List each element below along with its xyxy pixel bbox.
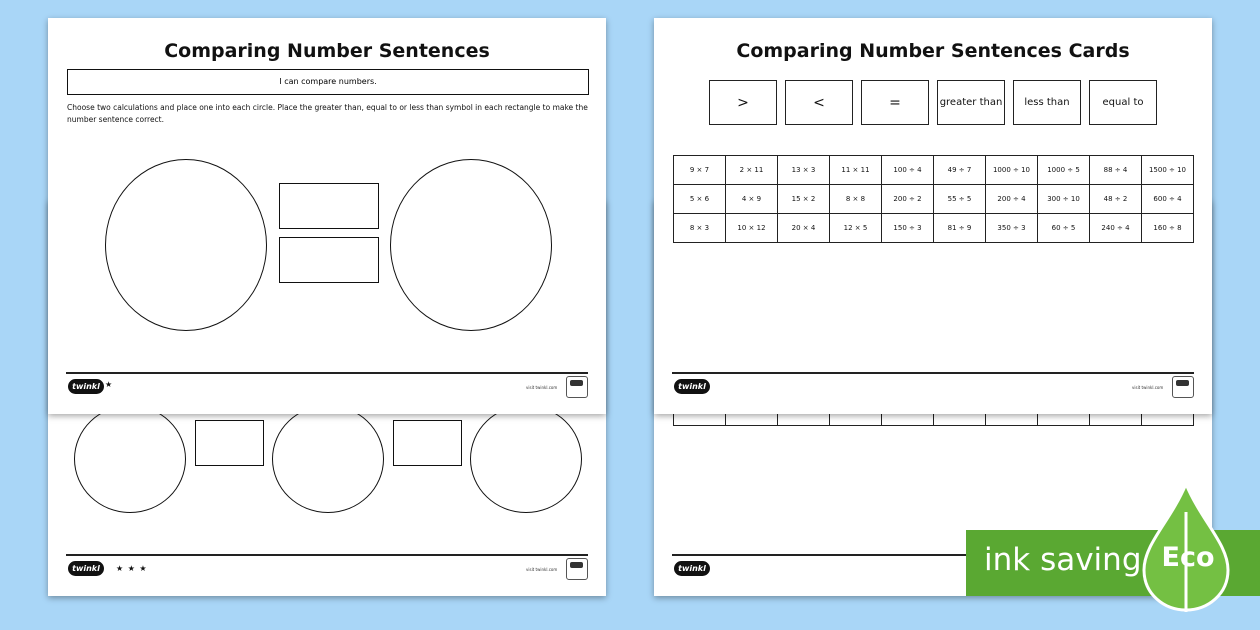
back-circle-2 — [272, 405, 384, 513]
calc-card: 5 × 6 — [674, 185, 726, 214]
calc-card: 81 ÷ 9 — [934, 214, 986, 243]
calc-card: 48 ÷ 2 — [1090, 185, 1142, 214]
right-front-sheet — [654, 18, 1212, 414]
symbol-rectangle-bottom — [279, 237, 379, 283]
footer-line — [66, 372, 588, 374]
calc-card: 60 ÷ 5 — [1038, 214, 1090, 243]
word-card-equal-to: equal to — [1089, 80, 1157, 125]
calc-card: 55 ÷ 5 — [934, 185, 986, 214]
calc-card: 160 ÷ 8 — [1142, 214, 1194, 243]
calc-card: 4 × 9 — [726, 185, 778, 214]
ink-saving-text: ink saving — [984, 542, 1142, 578]
twinkl-logo: twinkl — [674, 379, 710, 394]
calc-card: 240 ÷ 4 — [1090, 214, 1142, 243]
symbol-card-less: < — [785, 80, 853, 125]
calc-card: 13 × 3 — [778, 156, 830, 185]
calc-card: 300 ÷ 10 — [1038, 185, 1090, 214]
table-row — [674, 156, 1194, 185]
difficulty-stars: ★ — [105, 380, 114, 389]
calc-card: 200 ÷ 4 — [986, 185, 1038, 214]
page-title: Comparing Number Sentences — [164, 40, 490, 62]
quality-badge-icon — [1172, 376, 1194, 398]
instructions: Choose two calculations and place one into each circle. Place the greater than, equal to or less than symbol in each rectangle to make the number sentence correct. — [67, 103, 588, 124]
twinkl-logo: twinkl — [68, 561, 104, 576]
learning-objective: I can compare numbers. — [67, 69, 589, 95]
twinkl-logo: twinkl — [68, 379, 104, 394]
quality-badge-icon — [566, 558, 588, 580]
visit-link-text: visit twinkl.com — [526, 567, 558, 572]
calc-card: 12 × 5 — [830, 214, 882, 243]
calc-card: 1000 ÷ 10 — [986, 156, 1038, 185]
quality-badge-icon — [566, 376, 588, 398]
word-card-greater-than: greater than — [937, 80, 1005, 125]
calc-card: 600 ÷ 4 — [1142, 185, 1194, 214]
calc-card: 2 × 11 — [726, 156, 778, 185]
calc-card: 9 × 7 — [674, 156, 726, 185]
back-circle-1 — [74, 405, 186, 513]
difficulty-stars: ★ ★ ★ — [116, 564, 148, 573]
left-front-sheet — [48, 18, 606, 414]
page-title: Comparing Number Sentences Cards — [736, 40, 1130, 62]
calc-card: 1500 ÷ 10 — [1142, 156, 1194, 185]
visit-link-text: visit twinkl.com — [526, 385, 558, 390]
circle-left — [105, 159, 267, 331]
calc-card: 88 ÷ 4 — [1090, 156, 1142, 185]
footer-line — [66, 554, 588, 556]
back-rectangle-1 — [195, 420, 264, 466]
symbol-card-equal: = — [861, 80, 929, 125]
calc-card: 100 ÷ 4 — [882, 156, 934, 185]
calc-card: 15 × 2 — [778, 185, 830, 214]
back-rectangle-2 — [393, 420, 462, 466]
calc-card: 350 ÷ 3 — [986, 214, 1038, 243]
eco-label: Eco — [1161, 542, 1215, 573]
back-circle-3 — [470, 405, 582, 513]
calc-card: 150 ÷ 3 — [882, 214, 934, 243]
circle-right — [390, 159, 552, 331]
calc-card: 49 ÷ 7 — [934, 156, 986, 185]
footer-line — [672, 372, 1194, 374]
calc-card: 11 × 11 — [830, 156, 882, 185]
table-row — [674, 185, 1194, 214]
visit-link-text: visit twinkl.com — [1132, 385, 1164, 390]
calc-card: 200 ÷ 2 — [882, 185, 934, 214]
word-card-less-than: less than — [1013, 80, 1081, 125]
calc-card: 10 × 12 — [726, 214, 778, 243]
calculation-card-table — [673, 155, 1194, 243]
symbol-rectangle-top — [279, 183, 379, 229]
calc-card: 1000 ÷ 5 — [1038, 156, 1090, 185]
calc-card: 8 × 8 — [830, 185, 882, 214]
twinkl-logo: twinkl — [674, 561, 710, 576]
symbol-card-greater: > — [709, 80, 777, 125]
table-row — [674, 214, 1194, 243]
calc-card: 20 × 4 — [778, 214, 830, 243]
calc-card: 8 × 3 — [674, 214, 726, 243]
